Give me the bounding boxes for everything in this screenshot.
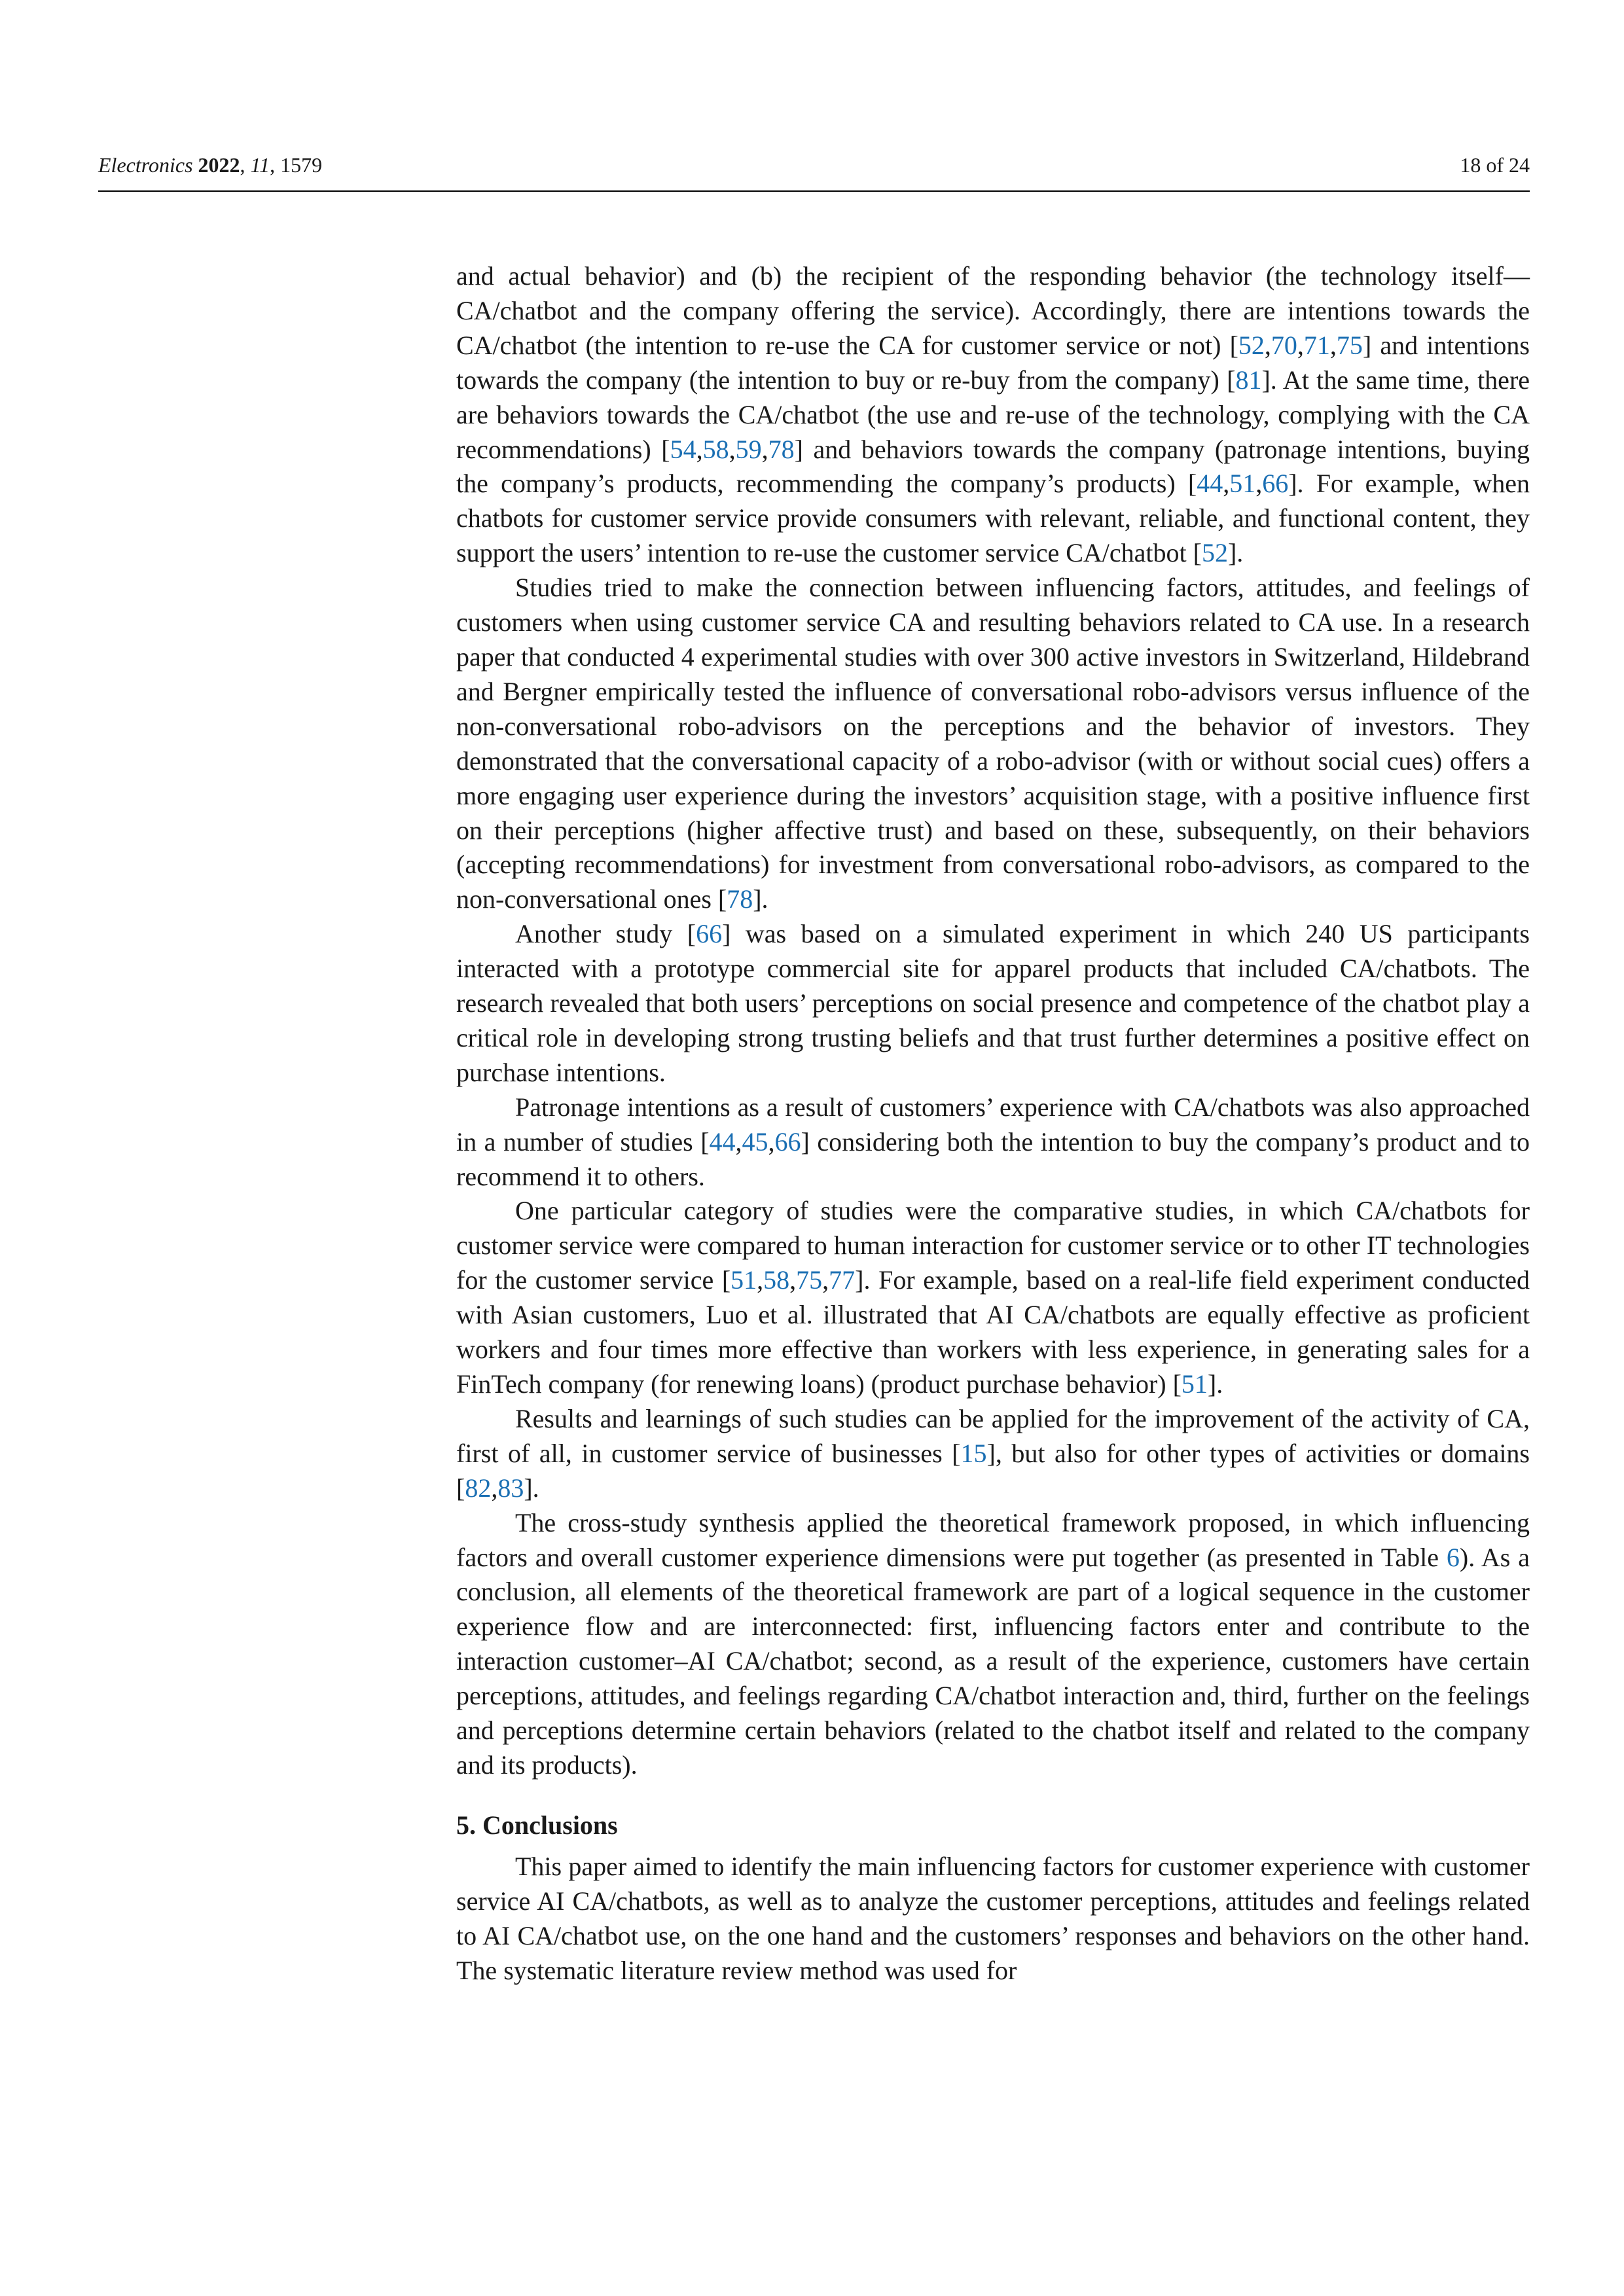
- citation-link[interactable]: 66: [774, 1126, 801, 1157]
- paragraph-text: ,: [729, 434, 736, 464]
- citation-link[interactable]: 77: [829, 1265, 856, 1295]
- paragraph-text: ]. For example, based on a real-life field experiment conducted with Asian customers, Luo et al. illustrated that AI CA/chatbots are equally effective as proficient workers and four times more effective than workers with less experience, in generating sales for a FinTech company (for renewing loans) (product purchase behavior) [: [456, 1265, 1530, 1399]
- paragraph-text: ].: [1227, 538, 1244, 568]
- citation-link[interactable]: 82: [465, 1473, 492, 1503]
- paragraph-text: ,: [1297, 330, 1304, 360]
- paragraph: [456, 1402, 1530, 1506]
- section-5-paragraphs: [456, 1850, 1530, 1988]
- article-number: 1579: [280, 153, 323, 177]
- citation-link[interactable]: 51: [731, 1265, 757, 1295]
- paragraph-text: ,: [1223, 469, 1230, 499]
- citation-link[interactable]: 52: [1201, 538, 1228, 568]
- citation-link[interactable]: 59: [735, 434, 762, 464]
- citation-link[interactable]: 75: [796, 1265, 823, 1295]
- paragraph-text: ].: [753, 884, 768, 914]
- journal-volume: 11: [250, 153, 270, 177]
- paragraph-text: Another study [: [515, 919, 696, 949]
- citation-link[interactable]: 75: [1336, 330, 1363, 360]
- citation-link[interactable]: 66: [696, 919, 723, 949]
- citation-link[interactable]: 58: [702, 434, 729, 464]
- paragraph-text: ,: [696, 434, 703, 464]
- citation-link[interactable]: 15: [960, 1438, 987, 1468]
- citation-link[interactable]: 52: [1238, 330, 1265, 360]
- citation-link[interactable]: 78: [768, 434, 795, 464]
- paragraph-text: ], but also for other types of activities or domains [: [456, 1438, 1530, 1503]
- page-header: Electronics 2022, 11, 1579 18 of 24: [98, 153, 1530, 177]
- paragraph-text: ] and intentions towards the company (the intention to buy or re-buy from the company) [: [456, 330, 1530, 395]
- citation-link[interactable]: 6: [1446, 1542, 1460, 1572]
- citation-link[interactable]: 78: [727, 884, 753, 914]
- journal-name: Electronics: [98, 153, 193, 177]
- paragraph-text: ). As a conclusion, all elements of the theoretical framework are part of a logical sequence in the customer experience flow and are interconnected: first, influencing factors enter and contribute to the interaction customer–AI CA/chatbot; second, as a result of the experience, customers have certain perceptions, attitudes, and feelings regarding CA/chatbot interaction and, third, further on the feelings and perceptions determine certain behaviors (related to the chatbot itself and related to the company and its products).: [456, 1542, 1530, 1780]
- section-4-paragraphs: [456, 259, 1530, 1783]
- paragraph-text: ,: [822, 1265, 829, 1295]
- journal-year: 2022: [198, 153, 240, 177]
- paragraph-text: ,: [1255, 469, 1263, 499]
- paragraph-text: and actual behavior) and (b) the recipient of the responding behavior (the technology itself—CA/chatbot and the company offering the service). Accordingly, there are intentions towards the CA/chatbot (the intention to re-use the CA for customer service or not) [: [456, 261, 1530, 360]
- section-heading: 5. Conclusions: [456, 1810, 618, 1840]
- citation-link[interactable]: 66: [1262, 469, 1289, 499]
- paragraph-text: ,: [761, 434, 768, 464]
- paragraph-text: Studies tried to make the connection between influencing factors, attitudes, and feelings of customers when using customer service CA and resulting behaviors related to CA use. In a research paper that conducted 4 experimental studies with over 300 active investors in Switzerland, Hildebrand and Bergner empirically tested the influence of conversational robo-advisors versus influence of the non-conversational robo-advisors on the perceptions and the behavior of investors. They demonstrated that the conversational capacity of a robo-advisor (with or without social cues) offers a more engaging user experience during the investors’ acquisition stage, with a positive influence first on their perceptions (higher affective trust) and based on these, subsequently, on their behaviors (accepting recommendations) for investment from conversational robo-advisors, as compared to the non-conversational ones [: [456, 573, 1530, 914]
- citation-link[interactable]: 44: [1197, 469, 1223, 499]
- citation-link[interactable]: 58: [763, 1265, 790, 1295]
- paragraph-text: ,: [757, 1265, 764, 1295]
- paragraph: [456, 571, 1530, 917]
- citation-link[interactable]: 83: [497, 1473, 524, 1503]
- paragraph-text: ]. At the same time, there are behaviors towards the CA/chatbot (the use and re-use of the technology, complying with the CA recommendations) [: [456, 365, 1530, 464]
- paragraph-text: ].: [524, 1473, 539, 1503]
- paragraph-text: The cross-study synthesis applied the theoretical framework proposed, in which influencing factors and overall customer experience dimensions were put together (as presented in Table: [456, 1507, 1530, 1572]
- paragraph-text: ,: [789, 1265, 797, 1295]
- paragraph: [456, 1194, 1530, 1401]
- citation-link[interactable]: 71: [1303, 330, 1330, 360]
- paragraph-text: ] was based on a simulated experiment in which 240 US participants interacted with a prototype commercial site for apparel products that included CA/chatbots. The research revealed that both users’ perceptions on social presence and competence of the chatbot play a critical role in developing strong trusting beliefs and that trust further determines a positive effect on purchase intentions.: [456, 919, 1530, 1087]
- page-number: 18 of 24: [1460, 153, 1530, 177]
- paragraph-text: ,: [735, 1126, 742, 1157]
- citation-link[interactable]: 70: [1271, 330, 1297, 360]
- citation-link[interactable]: 44: [709, 1126, 736, 1157]
- paragraph: [456, 1850, 1530, 1988]
- citation-link[interactable]: 51: [1181, 1369, 1208, 1399]
- paragraph-text: ]. For example, when chatbots for customer service provide consumers with relevant, reliable, and functional content, they support the users’ intention to re-use the customer service CA/chatbot [: [456, 469, 1530, 568]
- citation-link[interactable]: 45: [742, 1126, 768, 1157]
- paragraph: [456, 1506, 1530, 1783]
- paragraph-text: This paper aimed to identify the main influencing factors for customer experience with customer service AI CA/chatbots, as well as to analyze the customer perceptions, attitudes and feelings related to AI CA/chatbot use, on the one hand and the customers’ responses and behaviors on the other hand. The systematic literature review method was used for: [456, 1851, 1530, 1985]
- paragraph: [456, 1090, 1530, 1194]
- article-body: [456, 259, 1530, 1988]
- citation-link[interactable]: 51: [1229, 469, 1256, 499]
- paragraph-text: ,: [1329, 330, 1337, 360]
- paragraph-text: ,: [768, 1126, 775, 1157]
- paragraph: [456, 259, 1530, 571]
- paragraph-text: ] considering both the intention to buy the company’s product and to recommend it to others.: [456, 1126, 1530, 1191]
- paragraph-text: Results and learnings of such studies can be applied for the improvement of the activity of CA, first of all, in customer service of businesses [: [456, 1403, 1530, 1468]
- paragraph-text: ,: [1264, 330, 1271, 360]
- paragraph-text: ,: [491, 1473, 498, 1503]
- header-rule: [98, 190, 1530, 192]
- citation-link[interactable]: 54: [670, 434, 696, 464]
- citation-link[interactable]: 81: [1235, 365, 1262, 395]
- paragraph: [456, 917, 1530, 1090]
- paragraph-text: ] and behaviors towards the company (patronage intentions, buying the company’s products, recommending the company’s products) [: [456, 434, 1530, 499]
- paragraph-text: Patronage intentions as a result of customers’ experience with CA/chatbots was also approached in a number of studies [: [456, 1092, 1530, 1157]
- paragraph-text: ].: [1207, 1369, 1223, 1399]
- paragraph-text: One particular category of studies were the comparative studies, in which CA/chatbots for customer service were compared to human interaction for customer service or to other IT technologies for the customer service [: [456, 1196, 1530, 1295]
